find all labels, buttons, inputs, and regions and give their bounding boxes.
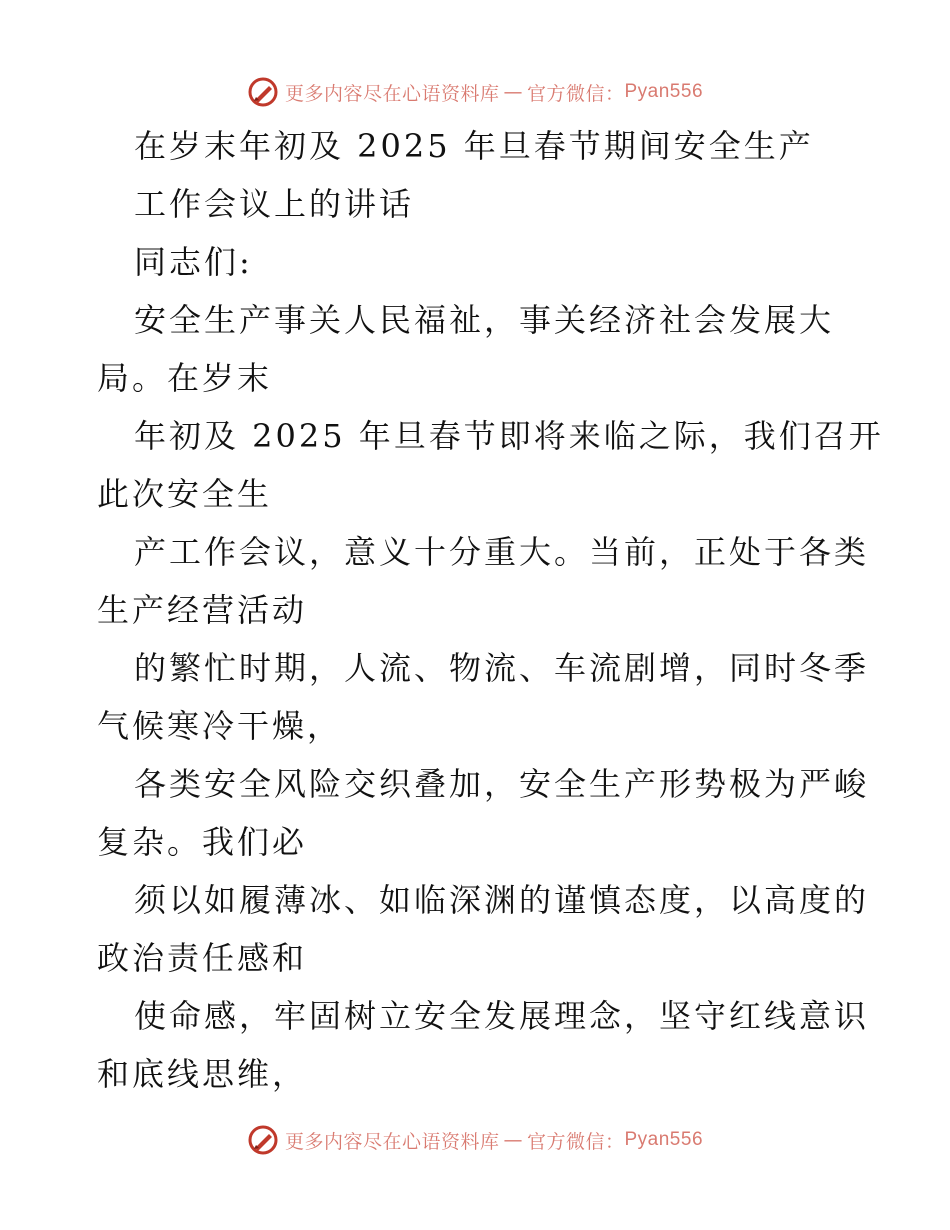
paragraph-line: 政治责任感和 [97,939,308,977]
footer-watermark [0,1120,950,1160]
paragraph-line: 须以如履薄冰、如临深渊的谨慎态度，以高度的 [134,881,870,919]
watermark-separator: — [503,1129,523,1151]
paragraph-line: 气候寒冷干燥， [97,707,343,745]
paragraph-line: 的繁忙时期，人流、物流、车流剧增，同时冬季 [134,649,870,687]
pen-logo-icon [247,1124,279,1156]
header-watermark [0,72,950,112]
document-title-line-2: 工作会议上的讲话 [134,185,415,223]
salutation: 同志们: [134,243,253,281]
watermark-label: 官方微信： [526,82,625,105]
paragraph-line: 和底线思维， [97,1055,308,1093]
watermark-separator: — [503,81,523,103]
pen-logo-icon [247,76,279,108]
watermark-id: Pyan556 [624,81,704,102]
paragraph-line: 此次安全生 [97,475,273,513]
paragraph-line: 安全生产事关人民福祉，事关经济社会发展大 [134,301,835,339]
paragraph-line: 使命感，牢固树立安全发展理念，坚守红线意识 [134,997,870,1035]
paragraph-line: 各类安全风险交织叠加，安全生产形势极为严峻 [134,765,870,803]
paragraph-line: 局。在岁末 [97,359,273,397]
paragraph-line: 生产经营活动 [97,591,308,629]
watermark-text: 更多内容尽在心语资料库 [284,82,500,105]
watermark-id: Pyan556 [624,1129,704,1150]
paragraph-line: 年初及 2025 年旦春节即将来临之际，我们召开 [134,417,884,455]
watermark-text: 更多内容尽在心语资料库 [284,1130,500,1153]
paragraph-line: 产工作会议，意义十分重大。当前，正处于各类 [134,533,870,571]
document-title-line-1: 在岁末年初及 2025 年旦春节期间安全生产 [134,127,814,165]
paragraph-line: 复杂。我们必 [97,823,308,861]
watermark-label: 官方微信： [526,1130,625,1153]
